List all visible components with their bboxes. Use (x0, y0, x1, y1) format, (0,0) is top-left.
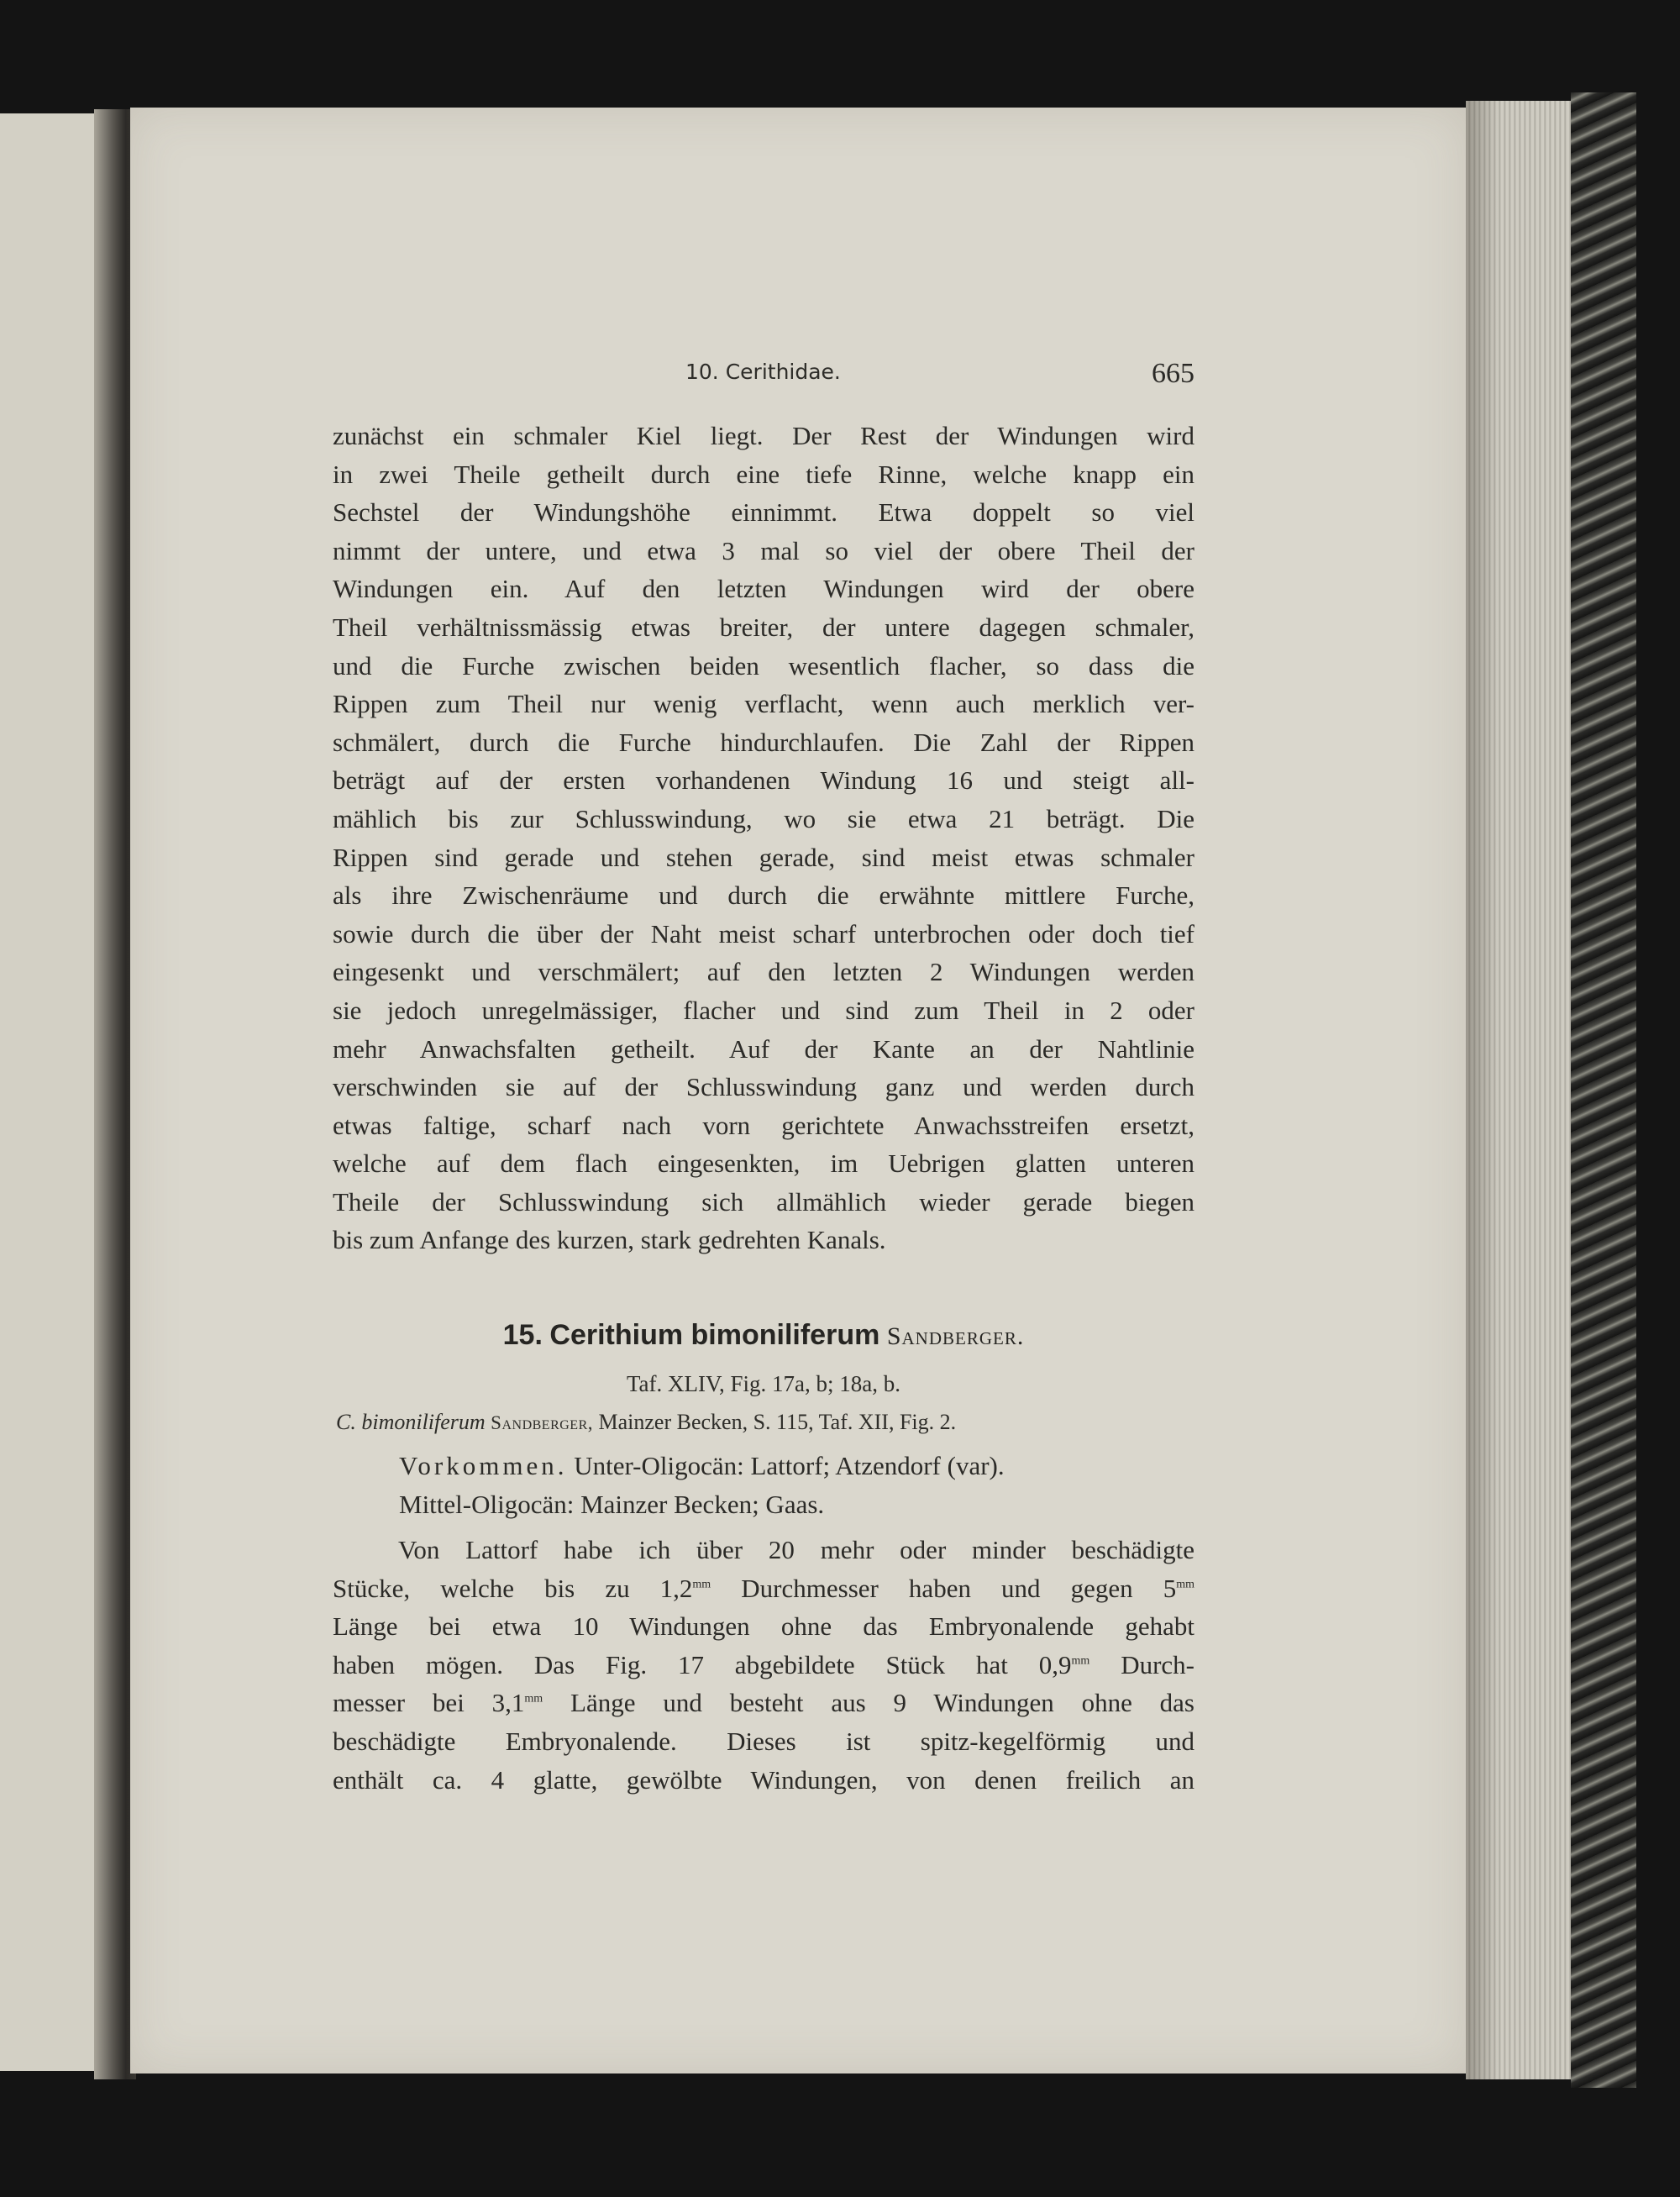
citation-species: C. bimoniliferum (336, 1410, 486, 1434)
text-line: beschädigte Embryonalende. Dieses ist spitz-kegelförmig und (333, 1726, 1194, 1756)
text-line: in zwei Theile getheilt durch eine tiefe Rinne, welche knapp ein (333, 459, 1194, 489)
book-cover-edge (1571, 92, 1636, 2088)
citation-source: Mainzer Becken, S. 115, Taf. XII, Fig. 2. (598, 1410, 957, 1434)
text-line: Länge bei etwa 10 Windungen ohne das Embryonalende gehabt (333, 1611, 1194, 1642)
text-line: Rippen sind gerade und stehen gerade, sind meist etwas schmaler (333, 842, 1194, 872)
page-edge-shadow (1466, 101, 1499, 2079)
text-line: bis zum Anfange des kurzen, stark gedrehten Kanals. (333, 1225, 886, 1255)
facing-page (0, 113, 108, 2071)
text-line: haben mögen. Das Fig. 17 abgebildete Stück hat $0,9^{mm}$ Durch- (333, 1649, 1194, 1679)
species-name: Cerithium bimoniliferum (549, 1319, 880, 1351)
occurrence-line-1 (399, 1447, 1197, 1485)
paragraph-lines (333, 417, 1194, 1259)
text-line: mählich bis zur Schlusswindung, wo sie etwa 21 beträgt. Die (333, 803, 1194, 833)
text-line: enthält ca. 4 glatte, gewölbte Windungen, von denen freilich an (333, 1764, 1194, 1795)
text-line: zunächst ein schmaler Kiel liegt. Der Rest der Windungen wird (333, 421, 1194, 450)
text-line: eingesenkt und verschmälert; auf den letzten 2 Windungen werden (333, 957, 1194, 987)
text-line: Theile der Schlusswindung sich allmählich wieder gerade biegen (333, 1186, 1194, 1217)
text-line: mehr Anwachsfalten getheilt. Auf der Kante an der Nahtlinie (333, 1033, 1194, 1064)
running-header (333, 358, 1194, 395)
text-line: und die Furche zwischen beiden wesentlich flacher, so dass die (333, 650, 1194, 681)
text-line: Rippen zum Theil nur wenig verflacht, wenn auch merklich ver- (333, 689, 1194, 719)
page-number: 665 (1152, 358, 1194, 389)
literature-citation (336, 1410, 1193, 1435)
section-number: 15. (502, 1319, 543, 1351)
species-author: Sandberger. (886, 1322, 1025, 1350)
section-heading (333, 1319, 1194, 1352)
text-line: als ihre Zwischenräume und durch die erwähnte mittlere Furche, (333, 880, 1194, 911)
occurrence-line-2: Mittel-Oligocän: Mainzer Becken; Gaas. (399, 1490, 825, 1519)
description-paragraph (333, 1531, 1194, 1799)
text-line: Windungen ein. Auf den letzten Windungen wird der obere (333, 574, 1194, 604)
text-line: nimmt der untere, und etwa 3 mal so viel der obere Theil der (333, 535, 1194, 565)
paragraph-lines (333, 1531, 1194, 1799)
text-line: Theil verhältnissmässig etwas breiter, der untere dagegen schmaler, (333, 612, 1194, 642)
text-line: etwas faltige, scharf nach vorn gerichtete Anwachsstreifen ersetzt, (333, 1110, 1194, 1140)
text-line: sowie durch die über der Naht meist scharf unterbrochen oder doch tief (333, 918, 1194, 949)
plate-reference: Taf. XLIV, Fig. 17a, b; 18a, b. (626, 1371, 901, 1396)
occurrence-label: Vorkommen. (399, 1451, 568, 1480)
text-line: welche auf dem flach eingesenkten, im Uebrigen glatten unteren (333, 1148, 1194, 1179)
occurrence-lower: Unter-Oligocän: Lattorf; Atzendorf (var). (574, 1451, 1005, 1480)
text-line: beträgt auf der ersten vorhandenen Windung 16 und steigt all- (333, 765, 1194, 796)
text-line: Von Lattorf habe ich über 20 mehr oder minder beschädigte (398, 1535, 1194, 1564)
text-line: Stücke, welche bis zu $1,2^{mm}$ Durchmesser haben und gegen $5^{mm}$ (333, 1573, 1194, 1603)
text-line: Sechstel der Windungshöhe einnimmt. Etwa doppelt so viel (333, 497, 1194, 528)
text-line: sie jedoch unregelmässiger, flacher und sind zum Theil in 2 oder (333, 995, 1194, 1025)
continued-paragraph (333, 417, 1194, 1259)
citation-author: Sandberger, (491, 1412, 593, 1433)
chapter-title: 10. Cerithidae. (685, 360, 841, 384)
occurrence-block (399, 1447, 1197, 1524)
text-line: schmälert, durch die Furche hindurchlaufen. Die Zahl der Rippen (333, 727, 1194, 757)
text-line: messer bei $3,1^{mm}$ Länge und besteht aus 9 Windungen ohne das (333, 1688, 1194, 1718)
text-line: verschwinden sie auf der Schlusswindung ganz und werden durch (333, 1072, 1194, 1102)
